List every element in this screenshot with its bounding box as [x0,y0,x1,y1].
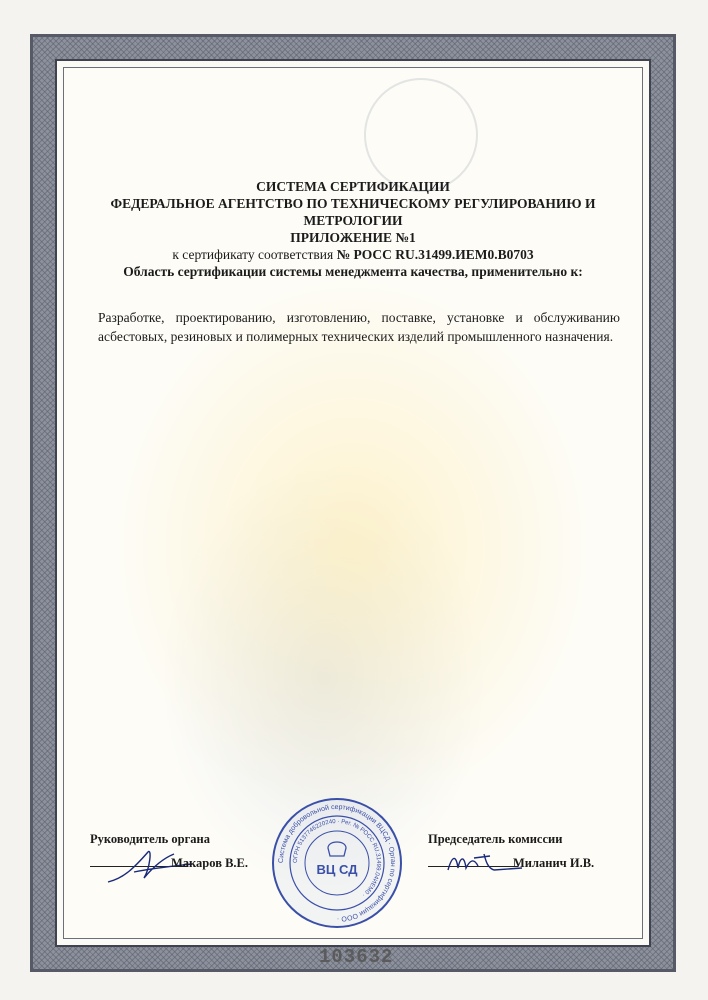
guilloche-border [30,34,676,972]
right-signature-icon [444,846,524,880]
watermark-emblem-icon [364,78,478,192]
stamp-ring-text: Система добровольной сертификации ВЦСД · Орган по сертификации ООО · [277,803,397,923]
heading-line-certificate [64,246,642,263]
heading-line-appendix: ПРИЛОЖЕНИЕ №1 [290,230,416,245]
heading-line-agency: ФЕДЕРАЛЬНОЕ АГЕНТСТВО ПО ТЕХНИЧЕСКОМУ РЕГУЛИРОВАНИЮ И [110,196,596,211]
heading-line-scope-title: Область сертификации системы менеджмента качества, применительно к: [123,264,583,279]
right-signatory-name: Миланич И.В. [513,856,595,870]
left-signatory-name: Макаров В.Е. [171,856,249,870]
stamp-center-text: ВЦ СД [316,862,358,877]
certificate-paper [63,67,643,968]
stamp-inner-text: ОГРН 5137746220240 · Рег. № РОСС RU.31499.04ИЕМ0 · [292,818,382,898]
right-signatory-title: Председатель комиссии [428,832,563,846]
inner-border [55,59,651,968]
heading-line-metrology: МЕТРОЛОГИИ [303,213,403,228]
heading-line-system: СИСТЕМА СЕРТИФИКАЦИИ [256,179,450,194]
serial-number: 103632 [319,946,394,968]
certificate-heading [64,178,642,280]
certificate-ref-prefix: к сертификату соответствия [172,247,334,262]
round-stamp-icon [270,796,404,930]
certificate-number: № РОСС RU.31499.ИЕМ0.В0703 [336,247,534,262]
left-signatory-title: Руководитель органа [90,832,210,846]
scope-text: Разработке, проектированию, изготовлению, поставке, установке и обслуживанию асбестовых, резиновых и полимерных технических изделий промышленного назначения. [98,310,620,344]
